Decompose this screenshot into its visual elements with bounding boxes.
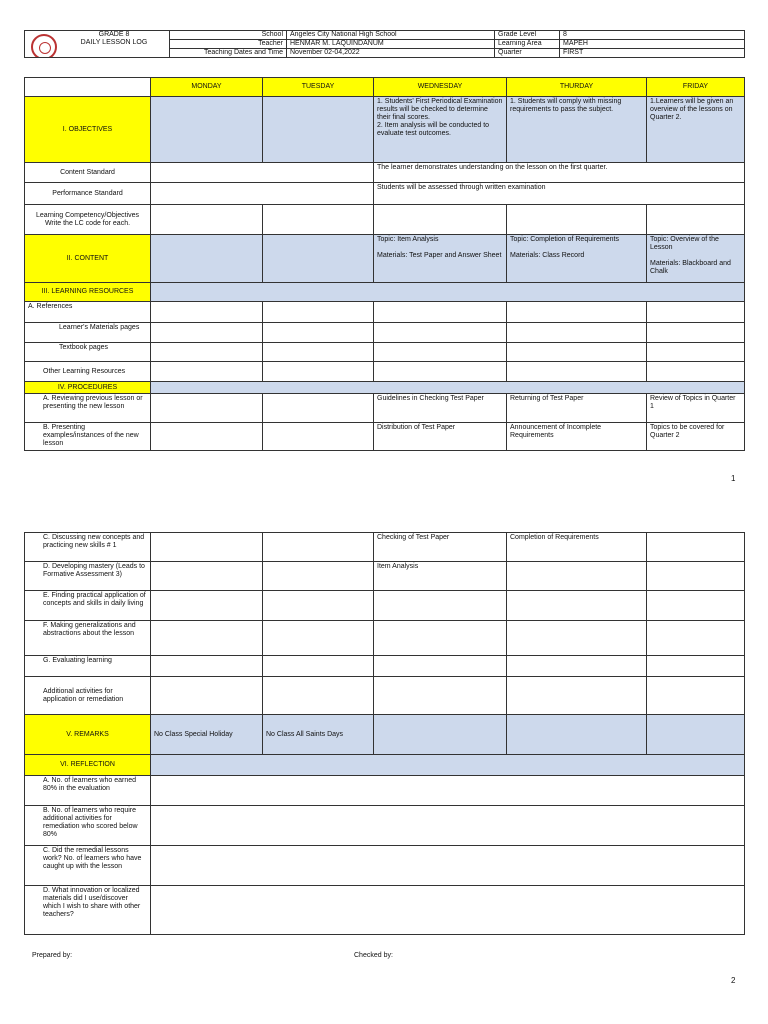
school-value: Angeles City National High School: [287, 31, 495, 40]
day-header-friday: FRIDAY: [647, 78, 745, 97]
reflection-d-label: D. What innovation or localized materials did I use/discover which I wish to share with other teachers?: [25, 886, 151, 935]
proc-b-label: B. Presenting examples/instances of the new lesson: [25, 423, 151, 451]
log-title: DAILY LESSON LOG: [80, 39, 148, 46]
school-seal-icon: [31, 34, 57, 58]
proc-b-wednesday: Distribution of Test Paper: [374, 423, 507, 451]
grade-title: GRADE 8: [98, 31, 130, 38]
header-title-cell: [25, 31, 170, 58]
proc-g-label: G. Evaluating learning: [25, 656, 151, 677]
performance-standard-blank: [151, 183, 374, 205]
reflection-c-value: [151, 846, 745, 886]
proc-a-label: A. Reviewing previous lesson or presenting the new lesson: [25, 394, 151, 423]
competency-tuesday: [263, 205, 374, 235]
other-resources-label: Other Learning Resources: [25, 362, 151, 382]
school-label: School: [170, 31, 287, 40]
remarks-monday: No Class Special Holiday: [151, 715, 263, 755]
quarter-label: Quarter: [495, 49, 560, 58]
learning-area-label: Learning Area: [495, 40, 560, 49]
proc-d-wednesday: Item Analysis: [374, 562, 507, 591]
proc-b-thursday: Announcement of Incomplete Requirements: [507, 423, 647, 451]
content-label: II. CONTENT: [25, 235, 151, 283]
checked-by-label: Checked by:: [354, 952, 393, 959]
proc-a-friday: Review of Topics in Quarter 1: [647, 394, 745, 423]
proc-c-thursday: Completion of Requirements: [507, 533, 647, 562]
competency-wednesday: [374, 205, 507, 235]
proc-c-wednesday: Checking of Test Paper: [374, 533, 507, 562]
reflection-band: [151, 755, 745, 776]
proc-a-thursday: Returning of Test Paper: [507, 394, 647, 423]
reflection-a-value: [151, 776, 745, 806]
resources-band: [151, 283, 745, 302]
grade-level-label: Grade Level: [495, 31, 560, 40]
lesson-table-page2: [24, 532, 745, 935]
objectives-monday: [151, 97, 263, 163]
corner-cell: [25, 78, 151, 97]
procedures-label: IV. PROCEDURES: [25, 382, 151, 394]
competency-monday: [151, 205, 263, 235]
objectives-tuesday: [263, 97, 374, 163]
reflection-d-value: [151, 886, 745, 935]
prepared-by-label: Prepared by:: [32, 952, 73, 959]
quarter-value: FIRST: [560, 49, 745, 58]
reflection-label: VI. REFLECTION: [25, 755, 151, 776]
day-header-monday: MONDAY: [151, 78, 263, 97]
teacher-value: HENMAR M. LAQUINDANUM: [287, 40, 495, 49]
dates-value: November 02-04,2022: [287, 49, 495, 58]
content-thursday: Topic: Completion of Requirements Materials: Class Record: [507, 235, 647, 283]
reflection-a-label: A. No. of learners who earned 80% in the evaluation: [25, 776, 151, 806]
learners-materials-label: Learner's Materials pages: [25, 323, 151, 343]
content-monday: [151, 235, 263, 283]
textbook-label: Textbook pages: [25, 343, 151, 362]
competency-thursday: [507, 205, 647, 235]
content-standard-label: Content Standard: [25, 163, 151, 183]
performance-standard-value: Students will be assessed through written examination: [374, 183, 745, 205]
proc-e-label: E. Finding practical application of concepts and skills in daily living: [25, 591, 151, 621]
day-header-wednesday: WEDNESDAY: [374, 78, 507, 97]
objectives-thursday: 1. Students will comply with missing requirements to pass the subject.: [507, 97, 647, 163]
learning-area-value: MAPEH: [560, 40, 745, 49]
remarks-label: V. REMARKS: [25, 715, 151, 755]
proc-d-label: D. Developing mastery (Leads to Formative Assessment 3): [25, 562, 151, 591]
reflection-b-label: B. No. of learners who require additional activities for remediation who scored below 80%: [25, 806, 151, 846]
objectives-wednesday: 1. Students' First Periodical Examination results will be checked to determine their final scores. 2. Item analysis will be conducted to evaluate test outcomes.: [374, 97, 507, 163]
reflection-b-value: [151, 806, 745, 846]
content-wednesday: Topic: Item Analysis Materials: Test Paper and Answer Sheet: [374, 235, 507, 283]
day-header-thursday: THURDAY: [507, 78, 647, 97]
content-standard-blank: [151, 163, 374, 183]
proc-a-wednesday: Guidelines in Checking Test Paper: [374, 394, 507, 423]
header-table: [24, 30, 745, 58]
procedures-band: [151, 382, 745, 394]
content-tuesday: [263, 235, 374, 283]
page-number-1: 1: [731, 474, 736, 483]
proc-b-friday: Topics to be covered for Quarter 2: [647, 423, 745, 451]
proc-f-label: F. Making generalizations and abstractions about the lesson: [25, 621, 151, 656]
additional-activities-label: Additional activities for application or remediation: [25, 677, 151, 715]
remarks-tuesday: No Class All Saints Days: [263, 715, 374, 755]
proc-c-label: C. Discussing new concepts and practicing new skills # 1: [25, 533, 151, 562]
dates-label: Teaching Dates and Time: [170, 49, 287, 58]
reflection-c-label: C. Did the remedial lessons work? No. of learners who have caught up with the lesson: [25, 846, 151, 886]
competency-label: Learning Competency/Objectives Write the LC code for each.: [25, 205, 151, 235]
day-header-tuesday: TUESDAY: [263, 78, 374, 97]
content-friday: Topic: Overview of the Lesson Materials: Blackboard and Chalk: [647, 235, 745, 283]
references-label: A. References: [25, 302, 151, 323]
objectives-friday: 1.Learners will be given an overview of the lessons on Quarter 2.: [647, 97, 745, 163]
page-number-2: 2: [731, 976, 736, 985]
teacher-label: Teacher: [170, 40, 287, 49]
lesson-table-page1: [24, 77, 745, 451]
grade-level-value: 8: [560, 31, 745, 40]
performance-standard-label: Performance Standard: [25, 183, 151, 205]
competency-friday: [647, 205, 745, 235]
objectives-label: I. OBJECTIVES: [25, 97, 151, 163]
content-standard-value: The learner demonstrates understanding on the lesson on the first quarter.: [374, 163, 745, 183]
resources-label: III. LEARNING RESOURCES: [25, 283, 151, 302]
